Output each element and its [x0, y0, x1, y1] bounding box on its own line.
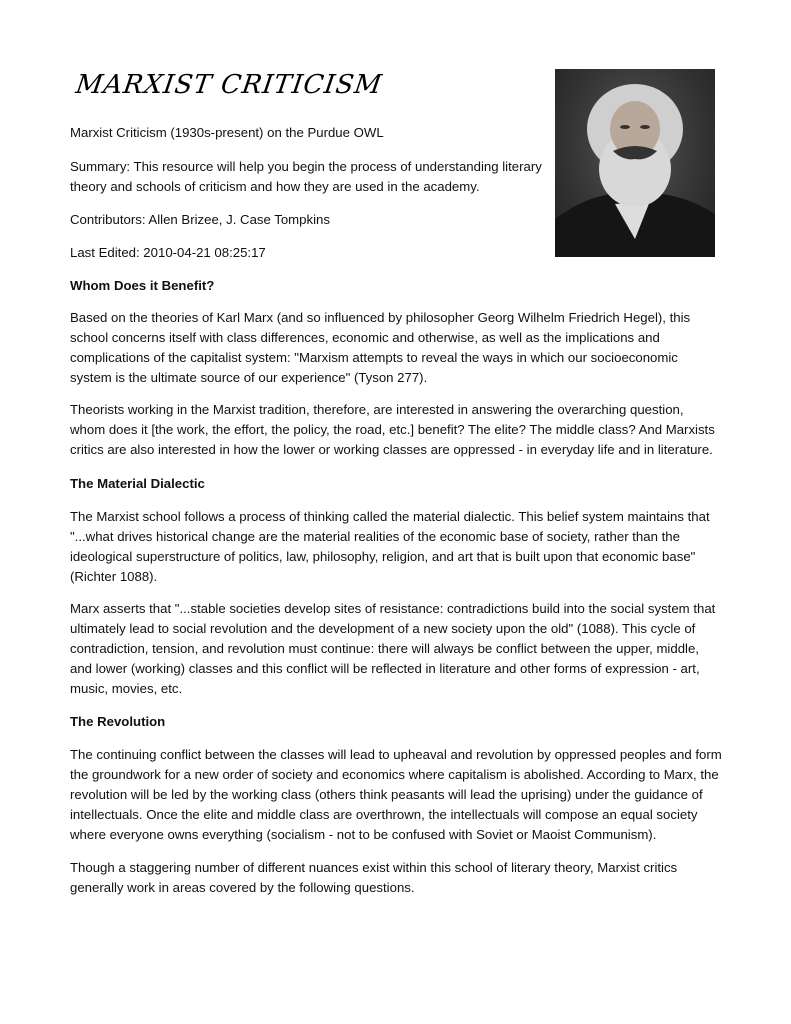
paragraph-line: complications of the capitalist system: "Marxism attempts to reveal the ways in which our socioeconomic	[70, 350, 678, 365]
paragraph-line: where everyone owns everything (socialism - not to be confused with Soviet or Maoist Communism).	[70, 827, 657, 842]
section-heading: Whom Does it Benefit?	[70, 278, 215, 293]
paragraph-line: and lower (working) classes and this conflict will be reflected in literature and other forms of expression - art,	[70, 661, 700, 676]
paragraph-line: "...what drives historical change are the material realities of the economic base of society, rather than the	[70, 529, 680, 544]
contributors: Contributors: Allen Brizee, J. Case Tompkins	[70, 212, 330, 227]
paragraph-line: intellectuals. Once the elite and middle class are overthrown, the intellectuals will compose an equal society	[70, 807, 698, 822]
paragraph-line: ultimately lead to social revolution and the development of a new society upon the old" (1088). This cycle of	[70, 621, 696, 636]
portrait-image	[555, 69, 715, 257]
paragraph-line: music, movies, etc.	[70, 681, 183, 696]
paragraph-line: school concerns itself with class differences, economic and otherwise, as well as the implications and	[70, 330, 660, 345]
paragraph-line: Theorists working in the Marxist tradition, therefore, are interested in answering the overarching question,	[70, 402, 684, 417]
paragraph	[70, 400, 715, 460]
paragraph	[70, 308, 690, 388]
paragraph-line: The Marxist school follows a process of thinking called the material dialectic. This belief system maintains that	[70, 509, 710, 524]
source-line: Marxist Criticism (1930s-present) on the Purdue OWL	[70, 125, 384, 140]
paragraph-line: system is the ultimate source of our experience" (Tyson 277).	[70, 370, 428, 385]
section-heading: The Material Dialectic	[70, 476, 205, 491]
paragraph-line: contradiction, tension, and revolution must continue: there will always be conflict between the upper, middle,	[70, 641, 699, 656]
paragraph	[70, 599, 715, 699]
paragraph	[70, 858, 677, 898]
paragraph-line: Based on the theories of Karl Marx (and so influenced by philosopher Georg Wilhelm Friedrich Hegel), this	[70, 310, 691, 325]
paragraph-line: Though a staggering number of different nuances exist within this school of literary theory, Marxist critics	[70, 860, 678, 875]
paragraph	[70, 507, 710, 587]
paragraph-line: ideological superstructure of politics, law, philosophy, religion, and art that is built upon that economic base"	[70, 549, 696, 564]
paragraph-line: the groundwork for a new order of society and economics where capitalism is abolished. According to Marx, the	[70, 767, 719, 782]
paragraph-line: revolution will be led by the working class (others think peasants will lead the uprising) under the guidance of	[70, 787, 703, 802]
paragraph-line: Marx asserts that "...stable societies develop sites of resistance: contradictions build into the social system that	[70, 601, 716, 616]
paragraph-line: critics are also interested in how the lower or working classes are oppressed - in everyday life and in literature.	[70, 442, 713, 457]
section-heading: The Revolution	[70, 714, 166, 729]
paragraph-line: The continuing conflict between the classes will lead to upheaval and revolution by oppressed peoples and form	[70, 747, 722, 762]
summary	[70, 157, 542, 197]
paragraph	[70, 745, 722, 845]
paragraph-line: (Richter 1088).	[70, 569, 158, 584]
karl-marx-portrait	[555, 69, 715, 257]
document-title: MARXIST CRITICISM	[73, 70, 385, 100]
summary-line: theory and schools of criticism and how they are used in the academy.	[70, 179, 480, 194]
paragraph-line: whom does it [the work, the effort, the policy, the road, etc.] benefit? The elite? The middle class? And Marxists	[70, 422, 715, 437]
summary-line: Summary: This resource will help you begin the process of understanding literary	[70, 159, 542, 174]
paragraph-line: generally work in areas covered by the following questions.	[70, 880, 415, 895]
last-edited: Last Edited: 2010-04-21 08:25:17	[70, 245, 266, 260]
